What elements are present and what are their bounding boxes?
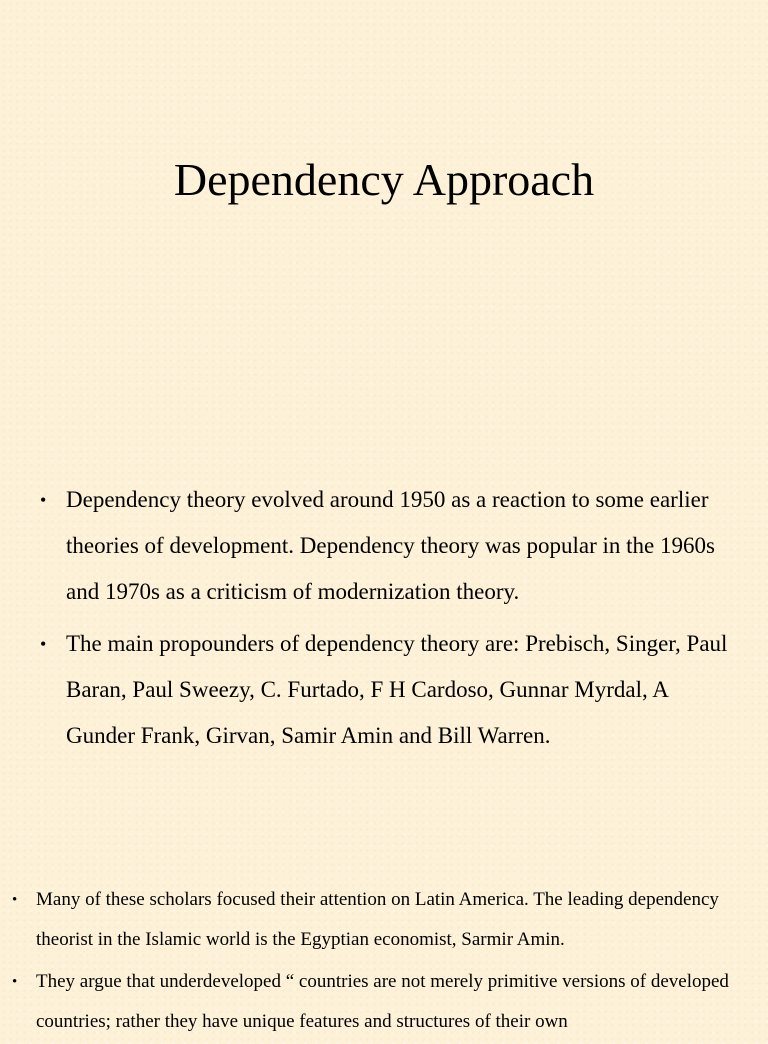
main-bullet-list: [40, 477, 730, 765]
bullet-dot-icon: •: [12, 892, 18, 908]
bullet-text: They argue that underdeveloped “ countries are not merely primitive versions of developed countries; rather they have unique features and structures of their own: [36, 971, 729, 1032]
bullet-text: Dependency theory evolved around 1950 as a reaction to some earlier theories of development. Dependency theory was popular in the 1960s and 1970s as a criticism of modernization theory.: [66, 487, 715, 604]
bullet-dot-icon: •: [40, 490, 47, 510]
list-item: [12, 880, 756, 960]
list-item: [40, 621, 730, 759]
bullet-text: The main propounders of dependency theory are: Prebisch, Singer, Paul Baran, Paul Sweezy, C. Furtado, F H Cardoso, Gunnar Myrdal, A Gunder Frank, Girvan, Samir Amin and Bill Warren.: [66, 631, 728, 748]
bullet-dot-icon: •: [12, 974, 18, 990]
bullet-dot-icon: •: [40, 634, 47, 654]
list-item: [40, 477, 730, 615]
secondary-bullet-list: [12, 880, 756, 1044]
list-item: [12, 962, 756, 1042]
bullet-text: Many of these scholars focused their attention on Latin America. The leading dependency theorist in the Islamic world is the Egyptian economist, Sarmir Amin.: [36, 889, 719, 950]
slide-title: Dependency Approach: [173, 154, 595, 205]
